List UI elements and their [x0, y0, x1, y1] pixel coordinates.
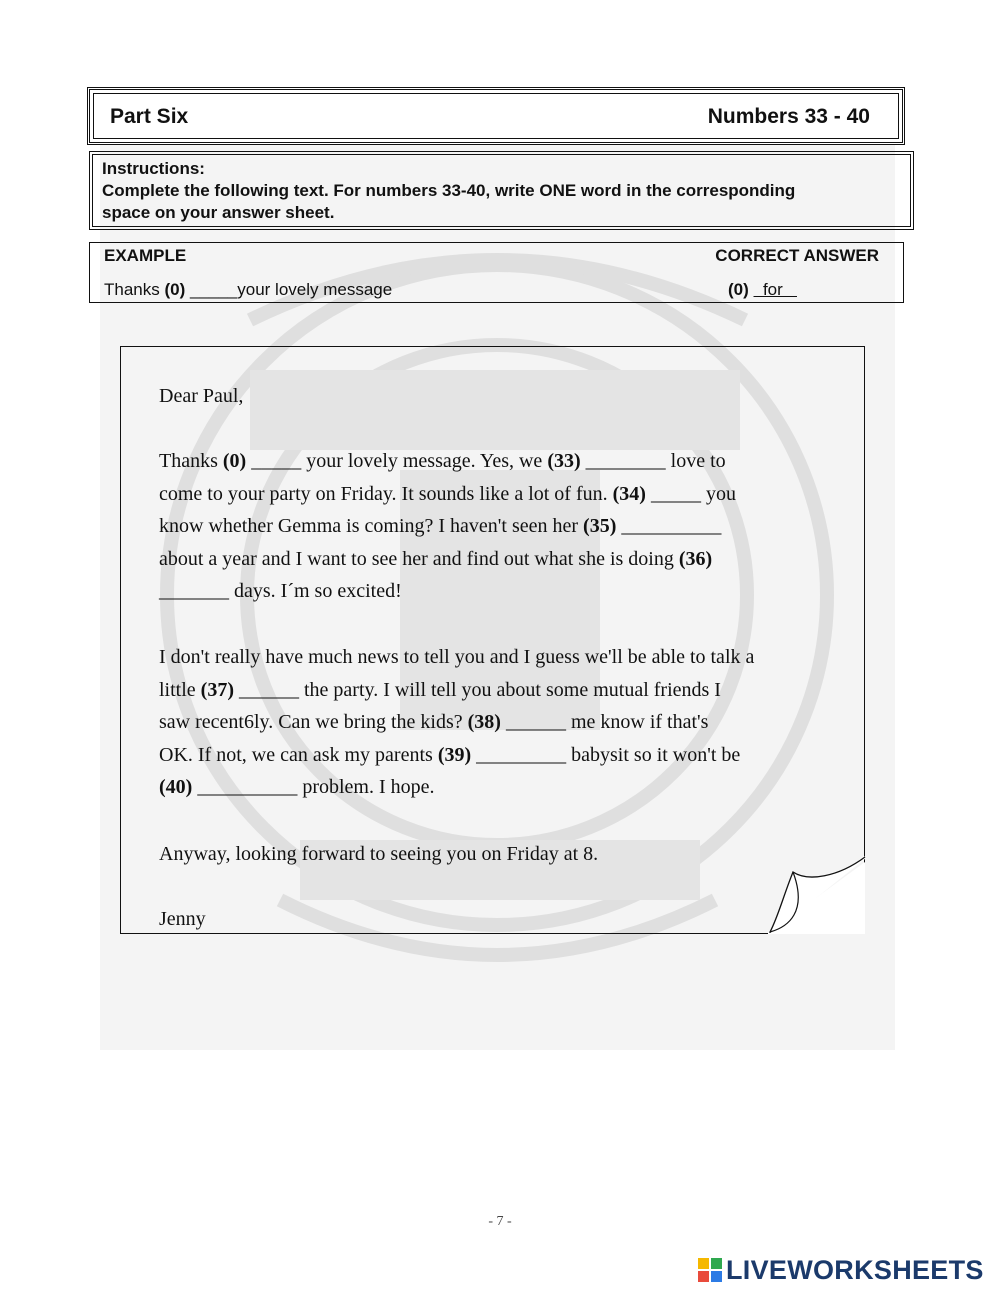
blank-36[interactable]: _______ days. I´m so excited!	[159, 580, 402, 603]
part-title: Part Six	[110, 105, 189, 128]
brand-name: LIVEWORKSHEETS	[726, 1254, 984, 1285]
blank-33-number: (33)	[547, 450, 581, 472]
instructions-title: Instructions:	[102, 159, 205, 178]
example-answer	[728, 280, 797, 300]
letter-greeting: Dear Paul,	[159, 385, 244, 407]
example-sentence	[104, 280, 392, 300]
example-number: (0)	[164, 280, 186, 299]
blank-33[interactable]: ________ love to	[580, 450, 726, 472]
correct-answer-label: CORRECT ANSWER	[715, 246, 879, 265]
blank-38[interactable]: ______ me know if that's	[500, 711, 709, 734]
part-header	[87, 87, 905, 145]
example-label: EXAMPLE	[104, 246, 187, 265]
blank-36-number: (36)	[678, 547, 713, 570]
blank-37[interactable]: ______ the party. I will tell you about some mutual friends I	[234, 678, 721, 701]
instructions-line-2: space on your answer sheet.	[102, 203, 335, 222]
instructions-line-1: Complete the following text. For numbers 33-40, write ONE word in the corresponding	[102, 181, 796, 200]
blank-35[interactable]: __________	[616, 515, 722, 538]
example-text-a: Thanks	[104, 280, 165, 299]
paragraph-2: I don't really have much news to tell you and I guess we'll be able to talk a little (37) ______ the party. I will tell you about some mutual friends I saw recent6ly. Can we bring the kids? (38) ______ me know if that's OK. If not, we can ask my parents (39) _________ babysit so it won't be (40) __________ problem. I hope.	[159, 646, 755, 799]
blank-39-number: (39)	[437, 743, 472, 766]
blank-40[interactable]: __________ problem. I hope.	[192, 776, 435, 799]
blank-34[interactable]: _____ you	[645, 482, 736, 505]
letter-closing: Anyway, looking forward to seeing you on Friday at 8.	[159, 843, 599, 865]
liveworksheets-logo[interactable]	[698, 1254, 984, 1286]
page-number: - 7 -	[488, 1214, 512, 1229]
letter-box	[120, 346, 865, 934]
example-answer-number: (0)	[728, 280, 749, 299]
instructions-box	[92, 154, 911, 227]
blank-37-number: (37)	[200, 678, 234, 701]
example-answer-value: for	[753, 280, 797, 299]
page-curl-icon	[768, 852, 868, 934]
example-text-b: _____your lovely message	[185, 280, 393, 299]
example-box	[89, 242, 904, 303]
paragraph-1: Thanks (0) _____ your lovely message. Yes, we (33) ________ love to come to your party on Friday. It sounds like a lot of fun. (34) _____ you know whether Gemma is coming? I haven't seen her (35) __________ about a year and I want to see her and find out what she is doing (36) _______ days. I´m so excited!	[159, 450, 736, 603]
blank-39[interactable]: _________ babysit so it won't be	[471, 743, 741, 766]
logo-blocks-icon	[698, 1258, 722, 1282]
blank-40-number: (40)	[159, 776, 193, 799]
blank-38-number: (38)	[467, 711, 501, 734]
blank-0-number: (0)	[222, 450, 247, 472]
blank-35-number: (35)	[583, 515, 617, 538]
numbers-range: Numbers 33 - 40	[707, 105, 870, 128]
blank-34-number: (34)	[612, 482, 646, 505]
letter-signature: Jenny	[159, 908, 206, 930]
